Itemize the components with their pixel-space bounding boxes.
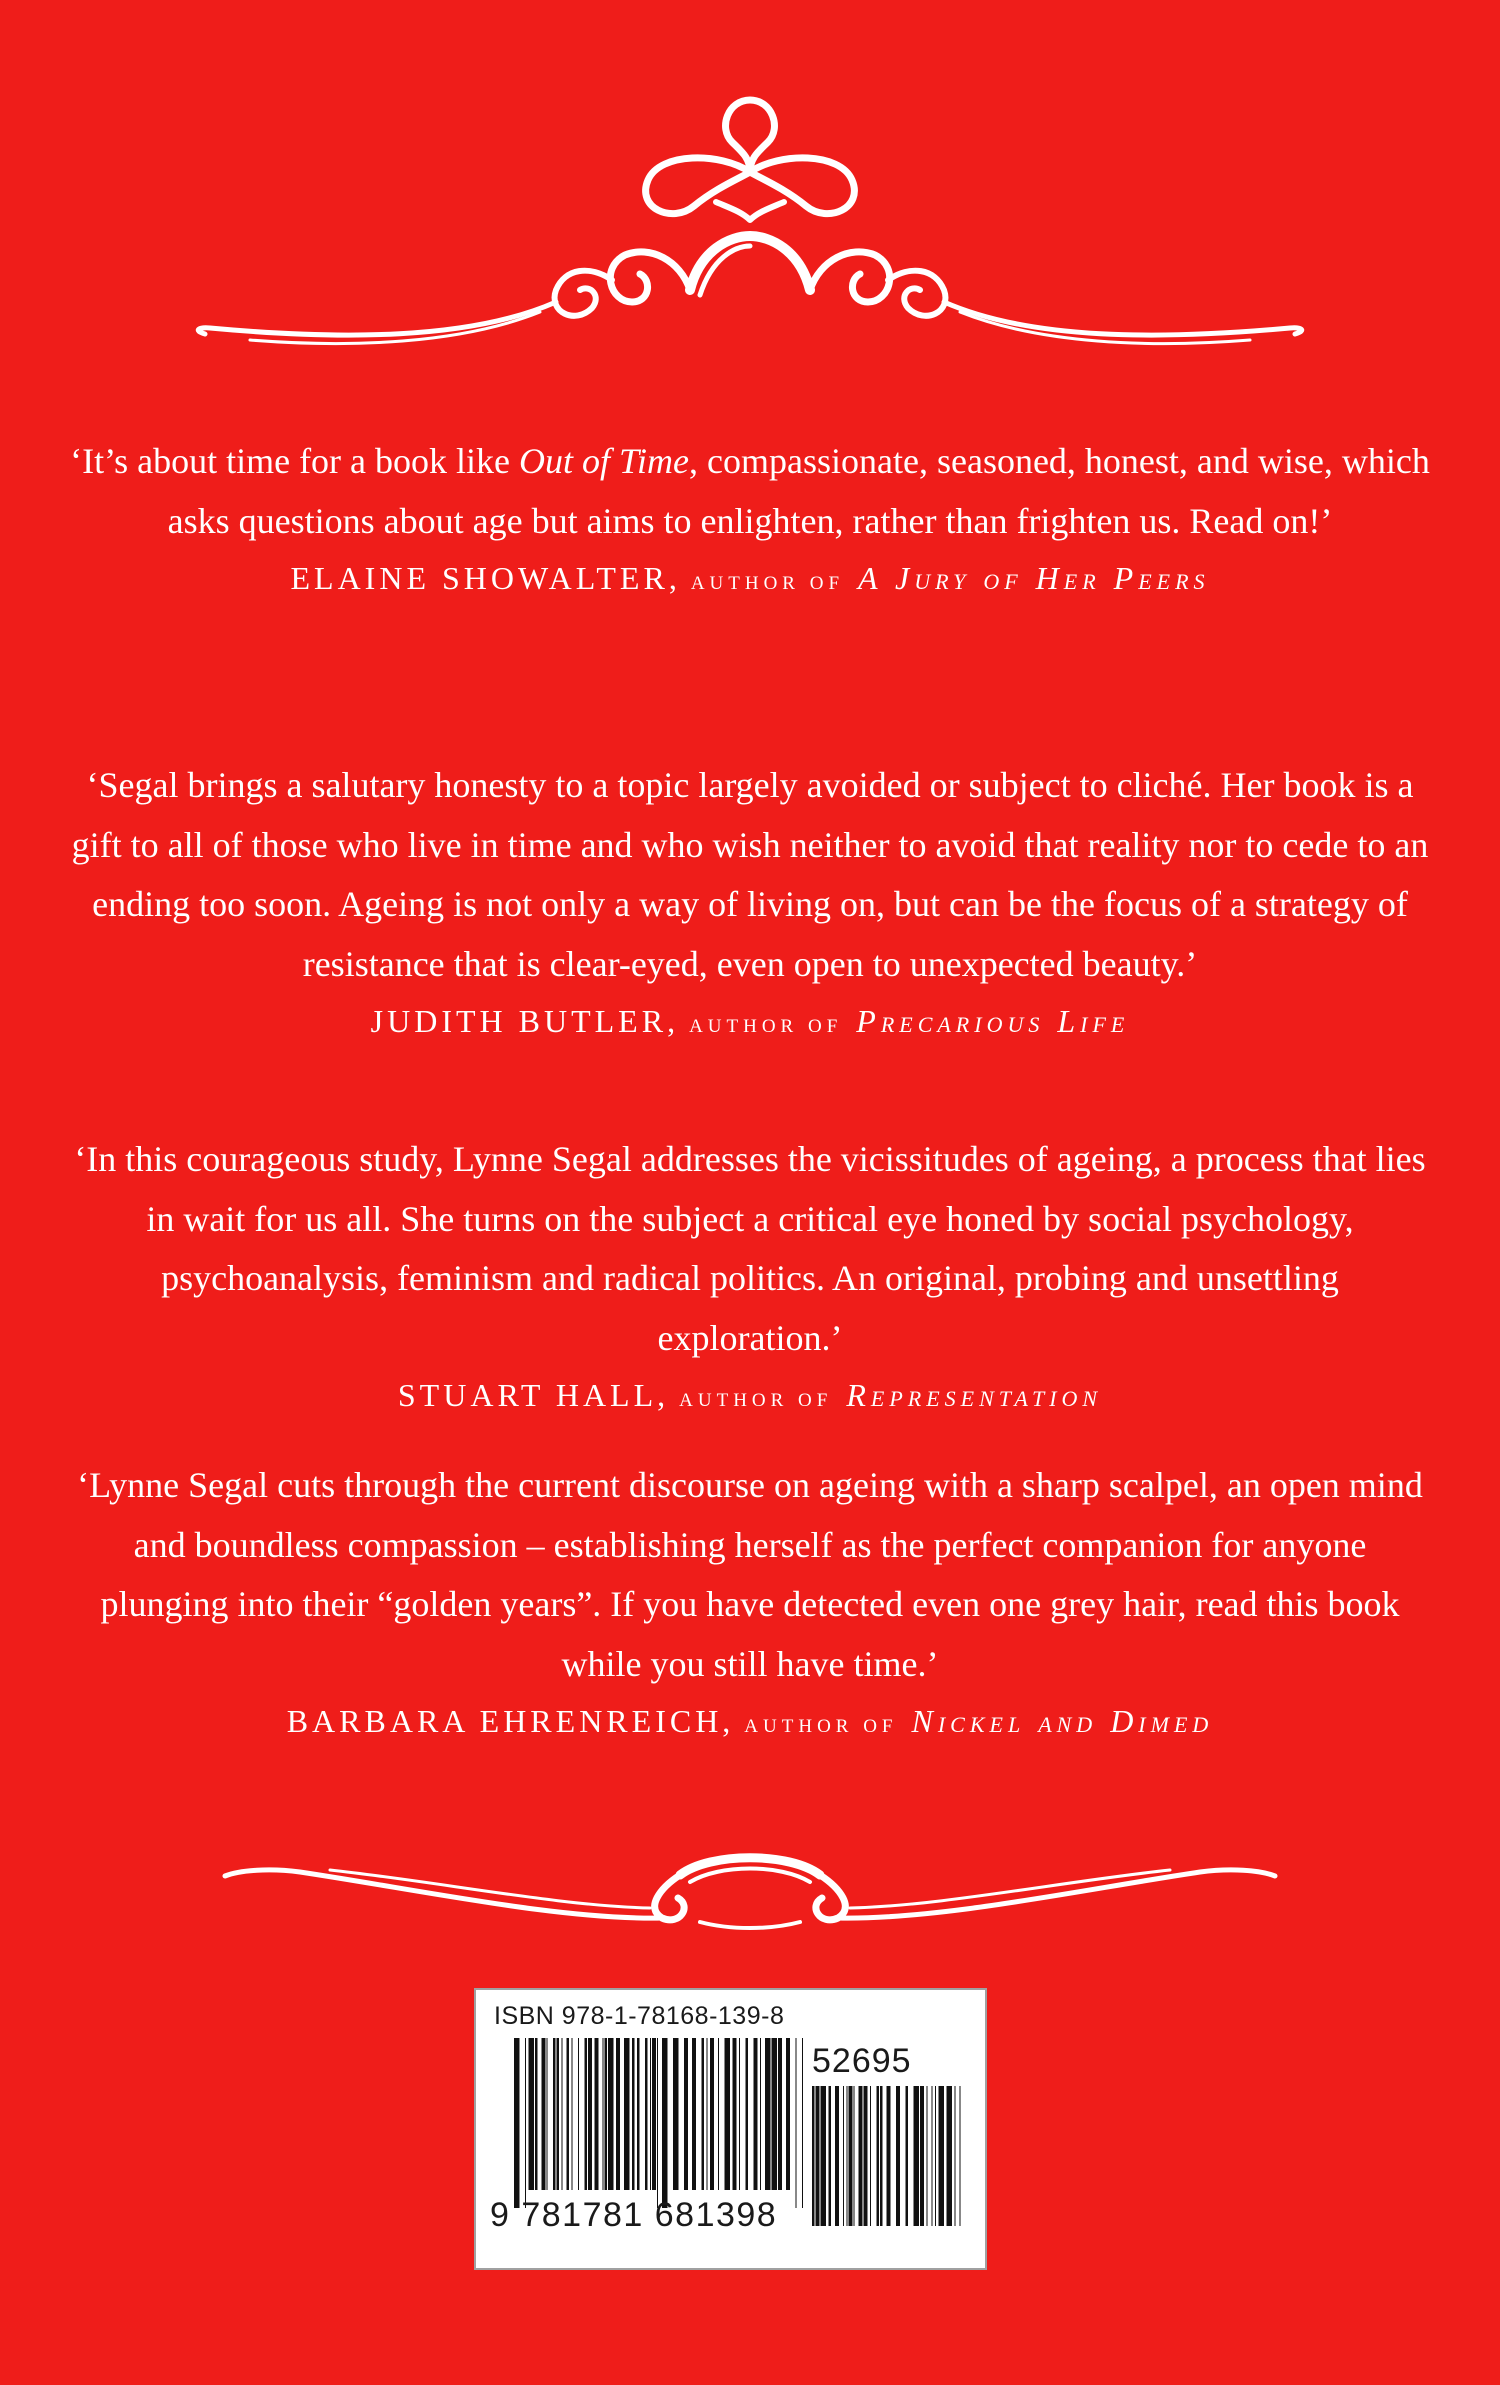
blurb-attribution: JUDITH BUTLER, AUTHOR OF Precarious Life (370, 1003, 1130, 1039)
blurb-attribution: ELAINE SHOWALTER, AUTHOR OF A Jury of Her Peers (290, 560, 1210, 596)
blurb-quote: ‘Segal brings a salutary honesty to a topic largely avoided or subject to cliché. Her book is a gift to all of those who live in time and who wish neither to avoid that reality nor to cede to an ending too soon. Ageing is not only a way of living on, but can be the focus of a strategy of resistance that is clear-eyed, even open to unexpected beauty.’ (71, 765, 1429, 984)
author-of-label: AUTHOR OF (679, 1390, 833, 1411)
author-of-label: AUTHOR OF (690, 573, 845, 594)
blurb-showalter (70, 432, 1430, 611)
isbn-number: ISBN 978-1-78168-139-8 (494, 2002, 785, 2030)
blurb-butler (70, 756, 1430, 1054)
barcode-label (474, 1988, 987, 2270)
blurb-attribution: BARBARA EHRENREICH, AUTHOR OF Nickel and Dimed (286, 1703, 1214, 1739)
attribution-work: Precarious Life (856, 1003, 1130, 1039)
attribution-name: JUDITH BUTLER (370, 1003, 668, 1039)
attribution-name: ELAINE SHOWALTER (290, 560, 669, 596)
blurb-quote: ‘Lynne Segal cuts through the current discourse on ageing with a sharp scalpel, an open mind and boundless compassion – establishing herself as the perfect companion for anyone plunging into their “golden years”. If you have detected even one grey hair, read this book while you still have time.’ (77, 1465, 1423, 1684)
attribution-work: Representation (846, 1377, 1103, 1413)
attribution-work: Nickel and Dimed (911, 1703, 1214, 1739)
blurb-hall (70, 1130, 1430, 1428)
blurb-quote: ‘It’s about time for a book like Out of Time, compassionate, seasoned, honest, and wise, which asks questions about age but aims to enlighten, rather than frighten us. Read on!’ (70, 441, 1430, 541)
attribution-work: A Jury of Her Peers (858, 560, 1210, 596)
price-addon-barcode (812, 2086, 962, 2226)
top-flourish-ornament (0, 40, 1500, 370)
ean-digits: 9 781781 681398 (490, 2196, 778, 2234)
bottom-flourish-ornament (0, 1830, 1500, 1940)
ean-barcode (514, 2038, 804, 2208)
attribution-name: BARBARA EHRENREICH (286, 1703, 723, 1739)
book-title-emphasis: Out of Time (519, 441, 690, 481)
author-of-label: AUTHOR OF (689, 1016, 843, 1037)
blurb-ehrenreich (70, 1456, 1430, 1754)
attribution-name: STUART HALL (397, 1377, 658, 1413)
price-code: 52695 (812, 2042, 912, 2080)
blurb-quote: ‘In this courageous study, Lynne Segal addresses the vicissitudes of ageing, a process that lies in wait for us all. She turns on the subject a critical eye honed by social psychology, psychoanalysis, feminism and radical politics. An original, probing and unsettling exploration.’ (74, 1139, 1426, 1358)
author-of-label: AUTHOR OF (744, 1716, 898, 1737)
blurb-attribution: STUART HALL, AUTHOR OF Representation (397, 1377, 1103, 1413)
